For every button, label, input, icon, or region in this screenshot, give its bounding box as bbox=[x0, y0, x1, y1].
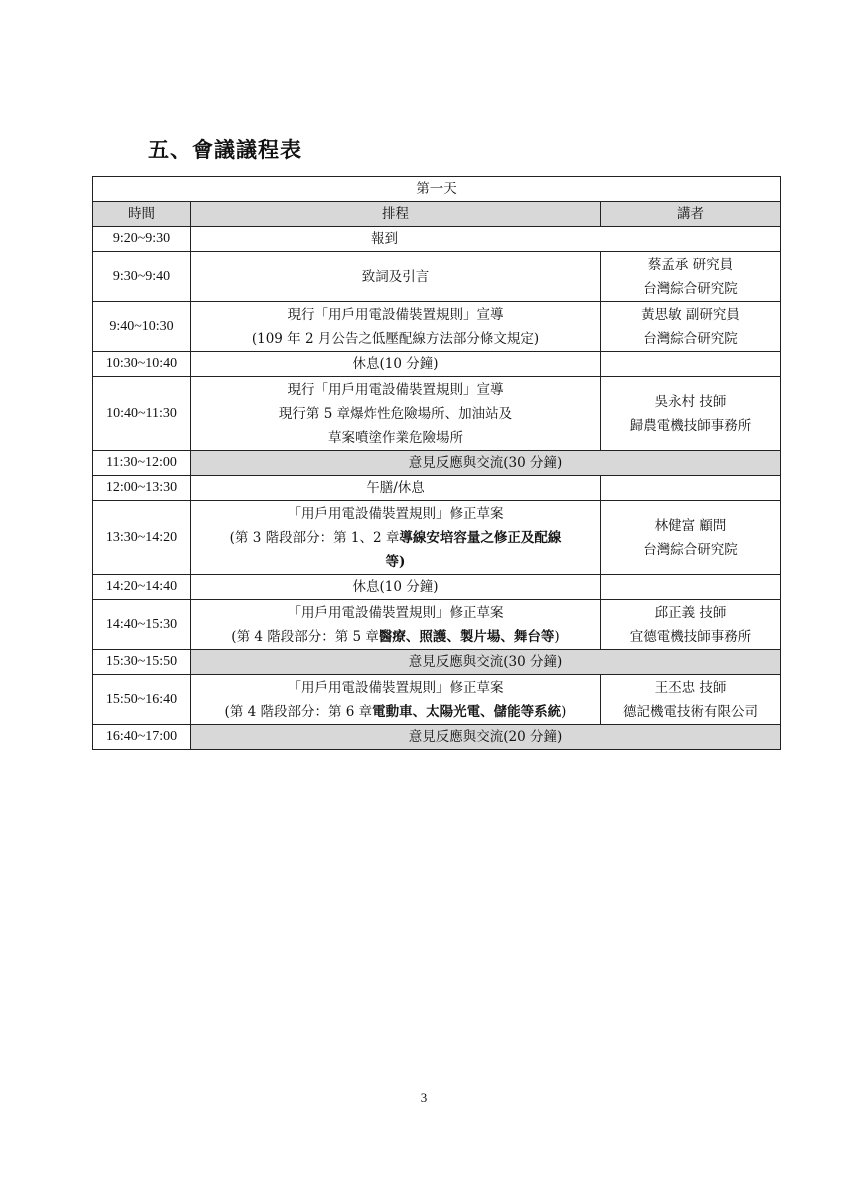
row-time: 9:20~9:30 bbox=[93, 227, 191, 252]
row-schedule: 致詞及引言 bbox=[191, 252, 601, 302]
row-time: 14:20~14:40 bbox=[93, 575, 191, 600]
row-speaker bbox=[601, 575, 781, 600]
row-time: 11:30~12:00 bbox=[93, 451, 191, 476]
row-speaker: 林健富 顧問 台灣綜合研究院 bbox=[601, 501, 781, 575]
table-row bbox=[93, 650, 781, 675]
row-speaker bbox=[601, 352, 781, 377]
header-time: 時間 bbox=[93, 202, 191, 227]
row-schedule: 休息(10 分鐘) bbox=[191, 352, 601, 377]
table-row bbox=[93, 501, 781, 575]
day-title: 第一天 bbox=[93, 177, 781, 202]
row-speaker: 黃思敏 副研究員 台灣綜合研究院 bbox=[601, 302, 781, 352]
row-schedule: 「用戶用電設備裝置規則」修正草案 (第 4 階段部分：第 5 章醫療、照護、製片場、舞台等) bbox=[191, 600, 601, 650]
table-row bbox=[93, 252, 781, 302]
row-time: 9:40~10:30 bbox=[93, 302, 191, 352]
table-row bbox=[93, 725, 781, 750]
header-schedule: 排程 bbox=[191, 202, 601, 227]
row-speaker: 邱正義 技師 宜德電機技師事務所 bbox=[601, 600, 781, 650]
table-row bbox=[93, 451, 781, 476]
table-row bbox=[93, 575, 781, 600]
row-time: 9:30~9:40 bbox=[93, 252, 191, 302]
row-schedule: 「用戶用電設備裝置規則」修正草案 (第 4 階段部分：第 6 章電動車、太陽光電、儲能等系統) bbox=[191, 675, 601, 725]
row-time: 15:30~15:50 bbox=[93, 650, 191, 675]
page-number: 3 bbox=[420, 1090, 428, 1105]
row-schedule: 休息(10 分鐘) bbox=[191, 575, 601, 600]
row-speaker bbox=[601, 476, 781, 501]
row-time: 12:00~13:30 bbox=[93, 476, 191, 501]
row-time: 13:30~14:20 bbox=[93, 501, 191, 575]
row-time: 16:40~17:00 bbox=[93, 725, 191, 750]
row-schedule: 意見反應與交流(30 分鐘) bbox=[191, 650, 781, 675]
row-time: 14:40~15:30 bbox=[93, 600, 191, 650]
agenda-table bbox=[92, 176, 781, 750]
row-speaker: 吳永村 技師 歸農電機技師事務所 bbox=[601, 377, 781, 451]
header-row bbox=[93, 202, 781, 227]
row-schedule: 午膳/休息 bbox=[191, 476, 601, 501]
row-schedule: 報到 bbox=[191, 227, 781, 252]
row-schedule: 意見反應與交流(20 分鐘) bbox=[191, 725, 781, 750]
row-schedule: 現行「用戶用電設備裝置規則」宣導 現行第 5 章爆炸性危險場所、加油站及 草案噴塗作業危險場所 bbox=[191, 377, 601, 451]
row-time: 10:30~10:40 bbox=[93, 352, 191, 377]
row-time: 10:40~11:30 bbox=[93, 377, 191, 451]
page-heading: 五、會議議程表 bbox=[148, 137, 302, 162]
table-row bbox=[93, 476, 781, 501]
row-schedule: 「用戶用電設備裝置規則」修正草案 (第 3 階段部分：第 1、2 章導線安培容量之修正及配線 等) bbox=[191, 501, 601, 575]
table-row bbox=[93, 600, 781, 650]
row-speaker: 王丕忠 技師 德記機電技術有限公司 bbox=[601, 675, 781, 725]
table-row bbox=[93, 227, 781, 252]
day-title-row bbox=[93, 177, 781, 202]
table-row bbox=[93, 302, 781, 352]
row-schedule: 現行「用戶用電設備裝置規則」宣導 (109 年 2 月公告之低壓配線方法部分條文規定) bbox=[191, 302, 601, 352]
row-speaker: 蔡孟承 研究員 台灣綜合研究院 bbox=[601, 252, 781, 302]
row-time: 15:50~16:40 bbox=[93, 675, 191, 725]
header-speaker: 講者 bbox=[601, 202, 781, 227]
row-schedule: 意見反應與交流(30 分鐘) bbox=[191, 451, 781, 476]
table-row bbox=[93, 675, 781, 725]
table-row bbox=[93, 352, 781, 377]
table-row bbox=[93, 377, 781, 451]
